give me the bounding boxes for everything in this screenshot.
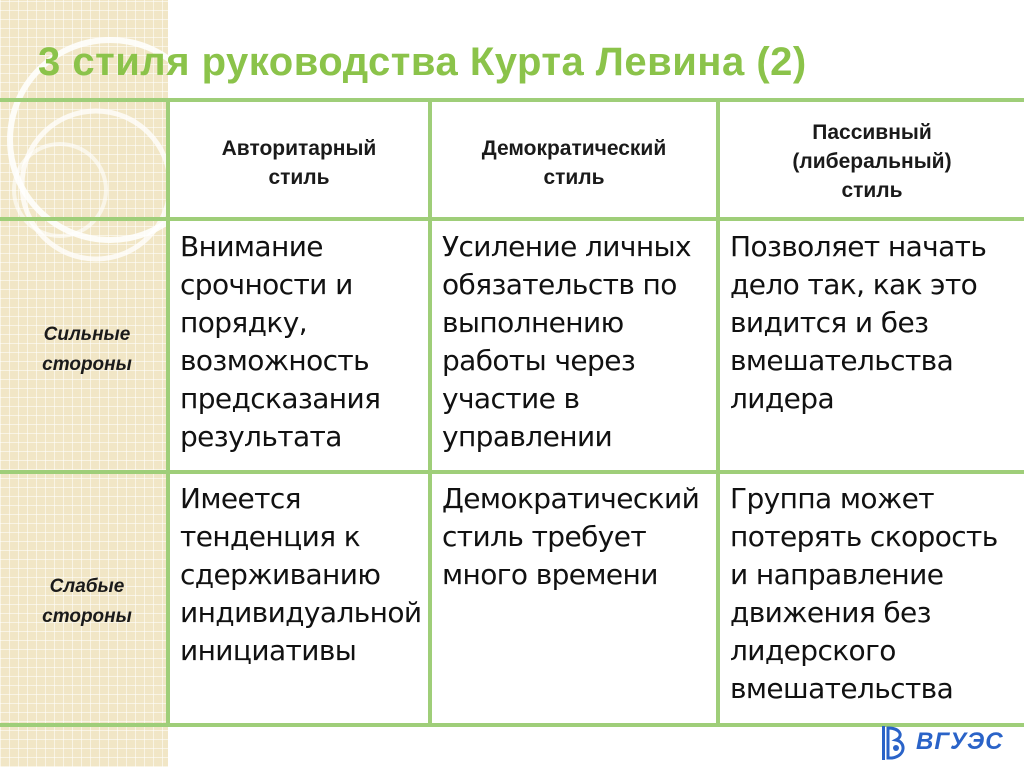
cell-weaknesses-democratic: Демократический стиль требует много времени bbox=[442, 482, 700, 591]
university-logo bbox=[880, 722, 1010, 764]
cell-weaknesses-passive: Группа может потерять скорость и направление движения без лидерского вмешательства bbox=[730, 482, 998, 705]
cell-weaknesses-authoritarian: Имеется тенденция к сдерживанию индивидуальной инициативы bbox=[180, 482, 422, 667]
row-label-strengths: Сильные стороны bbox=[42, 324, 132, 375]
table-header-divider bbox=[0, 217, 1024, 221]
university-emblem-icon bbox=[880, 722, 910, 764]
table-bottom-border bbox=[0, 723, 1024, 727]
cell-strengths-democratic: Усиление личных обязательств по выполнению работы через участие в управлении bbox=[442, 230, 692, 453]
table-column-divider bbox=[166, 98, 170, 727]
table-row-divider bbox=[0, 470, 1024, 474]
row-label-weaknesses: Слабые стороны bbox=[42, 576, 132, 627]
column-header-passive: Пассивный (либеральный) стиль bbox=[792, 121, 952, 202]
university-logo-text: ВГУЭС bbox=[916, 728, 1004, 755]
column-header-democratic: Демократический стиль bbox=[481, 137, 667, 189]
cell-strengths-passive: Позволяет начать дело так, как это видится и без вмешательства лидера bbox=[730, 230, 987, 415]
table-column-divider bbox=[428, 98, 432, 727]
page-title: 3 стиля руководства Курта Левина (2) bbox=[38, 40, 807, 84]
table-top-border bbox=[0, 98, 1024, 102]
column-header-authoritarian: Авторитарный стиль bbox=[221, 137, 377, 189]
cell-strengths-authoritarian: Внимание срочности и порядку, возможность предсказания результата bbox=[180, 230, 381, 453]
